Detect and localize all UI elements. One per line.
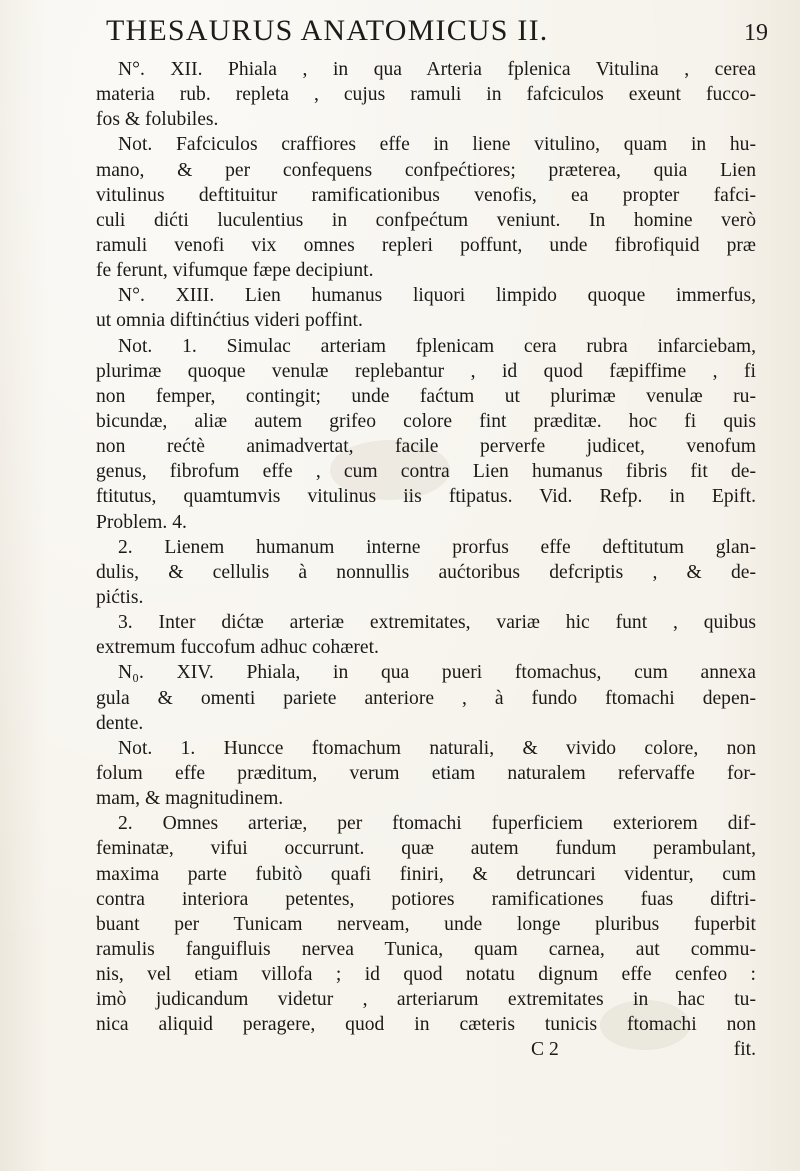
text-line: Problem. 4. — [96, 511, 187, 533]
text-line: extremum fuccofum adhuc cohæret. — [96, 637, 379, 659]
text-line: mano, & per confequens confpećtiores; præterea, quia Lien — [96, 159, 756, 181]
text-line: non rećtè animadvertat, facile perverfe judicet, venofum — [96, 436, 756, 458]
running-title: THESAURUS ANATOMICUS II. — [106, 14, 549, 47]
text-line: culi dićti luculentius in confpećtum veniunt. In homine verò — [96, 209, 756, 231]
text-line: maxima parte fubitò quafi finiri, & detruncari videntur, cum — [96, 863, 756, 885]
text-line: ut omnia diftinćtius videri poffint. — [96, 310, 363, 332]
text-line: pićtis. — [96, 586, 144, 608]
catchword: fit. — [733, 1039, 756, 1061]
text-line: dente. — [96, 712, 144, 734]
text-line: gula & omenti pariete anteriore , à fundo ftomachi depen- — [96, 687, 756, 709]
text-line: Not. 1. Simulac arteriam fplenicam cera rubra infarciebam, — [118, 335, 756, 357]
text-line: fos & folubiles. — [96, 109, 219, 131]
text-line: dulis, & cellulis à nonnullis aućtoribus defcriptis , & de- — [96, 561, 756, 583]
text-line: vitulinus deftituitur ramificationibus venofis, ea propter fafci- — [96, 184, 756, 206]
text-line: ramulis fanguifluis nervea Tunica, quam carnea, aut commu- — [96, 938, 756, 960]
signature-line — [96, 1037, 756, 1062]
text-line: nis, vel etiam villofa ; id quod notatu dignum effe cenfeo : — [96, 964, 756, 986]
text-line: N°. XIII. Lien humanus liquori limpido quoque immerfus, — [118, 285, 756, 307]
text-line: plurimæ quoque venulæ replebantur , id quod fæpiffime , fi — [96, 360, 756, 382]
text-line: mam, & magnitudinem. — [96, 788, 284, 810]
running-head — [0, 4, 800, 54]
text-line: buant per Tunicam nerveam, unde longe pluribus fuperbit — [96, 913, 756, 935]
text-line: imò judicandum videtur , arteriarum extremitates in hac tu- — [96, 989, 756, 1011]
page-number: 19 — [744, 20, 768, 46]
text-line: Not. Fafciculos craffiores effe in liene vitulino, quam in hu- — [118, 134, 756, 156]
text-line: contra interiora petentes, potiores ramificationes fuas diftri- — [96, 888, 756, 910]
text-line: ramuli venofi vix omnes repleri poffunt, unde fibrofiquid præ — [96, 234, 756, 256]
text-line: folum effe præditum, verum etiam naturalem refervaffe for- — [96, 762, 756, 784]
text-line: 2. Omnes arteriæ, per ftomachi fuperficiem exteriorem dif- — [118, 813, 756, 835]
text-line: N°. XII. Phiala , in qua Arteria fplenica Vitulina , cerea — [118, 59, 756, 80]
text-line: ftitutus, quamtumvis vitulinus iis ftipatus. Vid. Refp. in Epift. — [96, 486, 756, 508]
body-text — [96, 57, 756, 1063]
text-line: nica aliquid peragere, quod in cæteris tunicis ftomachi non — [96, 1014, 756, 1036]
gathering-signature: C 2 — [531, 1039, 559, 1061]
text-line: fe ferunt, vifumque fæpe decipiunt. — [96, 260, 374, 282]
text-line: 2. Lienem humanum interne prorfus effe deftitutum glan- — [118, 536, 756, 558]
text-line: materia rub. repleta , cujus ramuli in fafciculos exeunt fucco- — [96, 84, 756, 106]
text-line: non femper, contingit; unde faćtum ut plurimæ venulæ ru- — [96, 385, 756, 407]
text-line: feminatæ, vifui occurrunt. quæ autem fundum perambulant, — [96, 838, 756, 860]
text-line: Not. 1. Huncce ftomachum naturali, & vivido colore, non — [118, 737, 756, 759]
text-line: genus, fibrofum effe , cum contra Lien humanus fibris fit de- — [96, 461, 756, 483]
text-line: 3. Inter dićtæ arteriæ extremitates, variæ hic funt , quibus — [118, 612, 756, 634]
text-line: N₀. XIV. Phiala, in qua pueri ftomachus, cum annexa — [118, 662, 756, 684]
text-line: bicundæ, aliæ autem grifeo colore fint præditæ. hoc fi quis — [96, 410, 756, 432]
